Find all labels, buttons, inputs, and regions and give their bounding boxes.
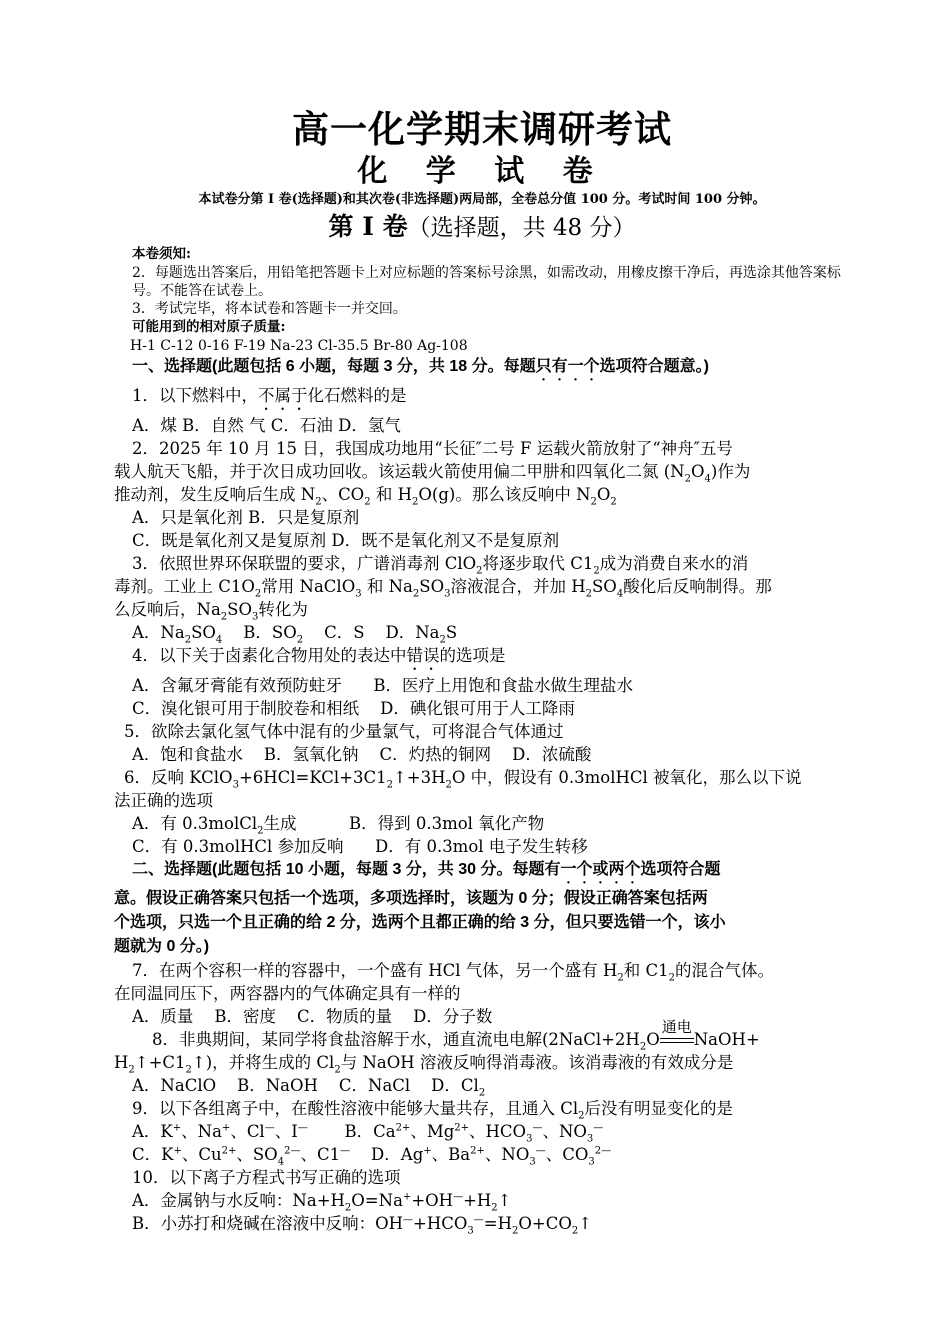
question-3-line-1: 3．依照世界环保联盟的要求，广谱消毒剂 ClO$_2$将逐步取代 $C1_2$成为消费自来水的消 xyxy=(132,554,749,577)
q3-l3a: 么反响后，Na xyxy=(114,600,221,619)
q10-opt-b-text: B．小苏打和烧碱在溶液中反响：OH xyxy=(132,1214,404,1233)
section-2-text-c: 选项符合题 xyxy=(640,861,721,878)
question-10: 10．以下离子方程式书写正确的选项 xyxy=(132,1168,401,1187)
q6-options-ab: A．有 0.3molCl$_2$生成 B．得到 0.3mol 氧化产物 xyxy=(132,814,545,837)
q3-opt-d2: S xyxy=(445,623,458,642)
q4-text-c: 的选项是 xyxy=(439,646,506,665)
section-2-heading-line-1 xyxy=(114,858,850,887)
question-8-line-1: 8．非典期间，某同学将食盐溶解于水，通直流电电解($2NaCl+2H_2O$ 通电 NaOH+ xyxy=(152,1018,760,1053)
question-3-line-3: 么反响后，$Na_2SO_3$转化为 xyxy=(114,600,308,623)
section-1-text-c: 选项符合题意。) xyxy=(599,358,709,375)
exam-page xyxy=(114,104,850,1235)
q1-text-c: 化石燃料的是 xyxy=(307,386,407,405)
section-1-heading xyxy=(114,355,850,384)
q7-l1c: 的混合气体。 xyxy=(675,961,775,980)
q8-l2d: 与 NaOH 溶液反响得消毒液。该消毒液的有效成分是 xyxy=(340,1053,734,1072)
q3-options: A．$Na_2SO_4$ B．$SO_2$ C．S D．$Na_2S$ xyxy=(132,623,458,646)
part-title-bold: 第 I 卷 xyxy=(328,212,408,241)
q10-option-a: A．金属钠与水反响：$Na+H_2O=Na^++OH^—+H_2↑$ xyxy=(132,1191,512,1214)
q3-l2a: 毒剂。工业上 C1O xyxy=(114,577,255,596)
q3-l2c: 和 Na xyxy=(366,577,413,596)
page-title: 高一化学期末调研考试 xyxy=(292,107,672,151)
q1-text-a: 1．以下燃料中， xyxy=(132,386,258,405)
q6-opt-a: A．有 0.3molCl xyxy=(132,814,258,833)
q8-l1c: NaOH+ xyxy=(693,1030,760,1049)
q8-l1a: 8．非典期间，某同学将食盐溶解于水，通直流电电解(2NaCl+2H xyxy=(152,1030,640,1049)
q4-emphasis: 错误 xyxy=(406,646,440,665)
question-8-line-2: $H_2↑+C1_2↑$)，并将生成的 $Cl_2$与 NaOH 溶液反响得消毒液。该消毒液的有效成分是 xyxy=(114,1053,734,1076)
section-2-heading-line-2: 意。假设正确答案只包括一个选项，多项选择时，该题为 0 分；假设正确答案包括两 xyxy=(114,890,708,907)
q1-options: A．煤 B．自然 气 C．石油 D．氢气 xyxy=(132,416,401,435)
section-1-emphasis: 只有一个 xyxy=(535,358,600,375)
question-6-line-2: 法正确的选项 xyxy=(114,791,213,810)
q6-l1c: ↑+3H xyxy=(392,768,446,787)
q4-options-cd: C．溴化银可用于制胶卷和相纸 D．碘化银可用于人工降雨 xyxy=(132,699,575,718)
q3-l3c: 转化为 xyxy=(258,600,308,619)
page-subtitle: 化 学 试 卷 xyxy=(357,154,607,189)
section-2-heading-line-3: 个选项，只选一个且正确的给 2 分，选两个且都正确的给 3 分，但只要选错一个，该小 xyxy=(114,914,726,931)
electrolysis-label: 通电 xyxy=(661,1018,692,1036)
section-1-text-a: 一、选择题(此题包括 6 小题，每题 3 分，共 18 分。每题 xyxy=(132,358,536,375)
q3-opt-cd: C．S D．Na xyxy=(303,623,440,642)
q8-l2b: ↑+C1 xyxy=(134,1053,186,1072)
q8-l2c: ↑)，并将生成的 Cl xyxy=(191,1053,335,1072)
q2-l3d: O(g)。那么该反响中 N xyxy=(418,485,591,504)
notice-item-2: 2．每题选出答案后，用铅笔把答题卡上对应标题的答案标号涂黑，如需改动，用橡皮擦干净后，再选涂其他答案标号。不能答在试卷上。 xyxy=(132,265,841,299)
q7-options: A．质量 B．密度 C．物质的量 D．分子数 xyxy=(132,1007,493,1026)
q3-l2e: 溶液混合，并加 H xyxy=(450,577,586,596)
q2-options-ab: A．只是氧化剂 B．只是复原剂 xyxy=(132,508,360,527)
q4-text-a: 4．以下关于卤素化合物用处的表达中 xyxy=(132,646,407,665)
q6-l1d: O 中，假设有 0.3molHCl 被氧化，那么以下说 xyxy=(451,768,802,787)
q3-l1b: 将逐步取代 C1 xyxy=(482,554,594,573)
atomic-title: 可能用到的相对原子质量: xyxy=(132,319,286,335)
q2-l3a: 推动剂，发生反响后生成 N xyxy=(114,485,316,504)
q6-l1a: 6．反响 KClO xyxy=(124,768,233,787)
q3-l3b: SO xyxy=(227,600,252,619)
question-4 xyxy=(114,644,850,674)
question-7-line-1: 7．在两个容积一样的容器中，一个盛有 HCl 气体，另一个盛有 $H_2$和 $C1_2$的混合气体。 xyxy=(132,961,775,984)
q4-options-ab: A．含氟牙膏能有效预防蛀牙 B．医疗上用饱和食盐水做生理盐水 xyxy=(132,676,634,695)
q2-l3c: 和 H xyxy=(370,485,412,504)
q2-options-cd: C．既是氧化剂又是复原剂 D．既不是氧化剂又不是复原剂 xyxy=(132,531,560,550)
q2-l2a: 载人航天飞船，并于次日成功回收。该运载火箭使用偏二甲肼和四氧化二氮 (N xyxy=(114,462,685,481)
q3-l2f: SO xyxy=(592,577,617,596)
q9-l1a: 9．以下各组离子中，在酸性溶液中能够大量共存，且通入 Cl xyxy=(132,1099,579,1118)
q3-opt-a: A．Na xyxy=(132,623,185,642)
question-9: 9．以下各组离子中，在酸性溶液中能够大量共存，且通入 $Cl_2$后没有明显变化的是 xyxy=(132,1099,734,1122)
q3-l2g: 酸化后反响制得。那 xyxy=(623,577,772,596)
q10-opt-a-text: A．金属钠与水反响：Na+H xyxy=(132,1191,345,1210)
electrolysis-arrow xyxy=(660,1018,694,1049)
section-2-text-a: 二、选择题(此题包括 10 小题，每题 3 分，共 30 分。每题有 xyxy=(132,861,561,878)
q3-opt-a2: SO xyxy=(191,623,216,642)
part-title-rest: （选择题，共 48 分） xyxy=(407,215,636,241)
q6-l1b: +6HCl=KCl+3C1 xyxy=(238,768,387,787)
q3-l1c: 成为消费自来水的消 xyxy=(599,554,749,573)
notice-item-3: 3．考试完毕，将本试卷和答题卡一并交回。 xyxy=(132,301,407,317)
question-6-line-1: 6．反响 $KClO_3+6HCl=KCl+3C1_2↑+3H_2O$ 中，假设有 0.3molHCl 被氧化，那么以下说 xyxy=(124,768,802,791)
q8-options-text: A．NaClO B．NaOH C．NaCl D．Cl xyxy=(132,1076,479,1095)
q2-l3b: 、CO xyxy=(321,485,365,504)
q7-l1a: 7．在两个容积一样的容器中，一个盛有 HCl 气体，另一个盛有 H xyxy=(132,961,618,980)
q8-l1b: O xyxy=(646,1030,660,1049)
q3-opt-b: B．SO xyxy=(222,623,297,642)
exam-intro: 本试卷分第 I 卷(选择题)和其次卷(非选择题)两局部，全卷总分值 100 分。考试时间 100 分钟。 xyxy=(198,192,766,207)
q3-l2d: SO xyxy=(419,577,445,596)
q3-l2b: 常用 NaClO xyxy=(261,577,356,596)
q9-options-cd: C．K+、$Cu^{2+}$、$SO_4^{2—}$、C1— D．Ag+、$Ba^{2+}$、$NO_3^—$、$CO_3^{2—}$ xyxy=(132,1145,612,1168)
q6-options-cd: C．有 0.3molHCl 参加反响 D．有 0.3mol 电子发生转移 xyxy=(132,837,588,856)
q8-l2a: H xyxy=(114,1053,129,1072)
question-2-line-3: 推动剂，发生反响后生成 $N_2$、$CO_2$ 和 $H_2O(g)$。那么该反响中 $N_2O_2$ xyxy=(114,485,617,508)
question-2-line-2: 载人航天飞船，并于次日成功回收。该运载火箭使用偏二甲肼和四氧化二氮 $(N_2O_4)$作为 xyxy=(114,462,751,485)
q5-options: A．饱和食盐水 B．氢氧化钠 C．灼热的铜网 D．浓硫酸 xyxy=(132,745,592,764)
section-2-emphasis: 一个或两个 xyxy=(560,861,641,878)
question-5: 5．欲除去氯化氢气体中混有的少量氯气，可将混合气体通过 xyxy=(124,722,564,741)
section-2-heading-line-4: 题就为 0 分。) xyxy=(114,938,210,955)
q7-l1b: 和 C1 xyxy=(623,961,669,980)
q2-l2c: )作为 xyxy=(710,462,751,481)
q2-l2b: O xyxy=(691,462,705,481)
q1-emphasis: 不属于 xyxy=(258,386,308,405)
q9-l1b: 后没有明显变化的是 xyxy=(584,1099,734,1118)
q9-options-ab: A．K+、Na+、Cl—、I— B．$Ca^{2+}$、$Mg^{2+}$、$HCO_3^—$、$NO_3^—$ xyxy=(132,1122,604,1145)
notice-title: 本卷须知: xyxy=(132,246,191,262)
question-2-line-1: 2．2025 年 10 月 15 日，我国成功地用“长征″二号 F 运载火箭放射了“神舟″五号 xyxy=(132,439,733,458)
q8-options: A．NaClO B．NaOH C．NaCl D．$Cl_2$ xyxy=(132,1076,486,1099)
q6-opt-b: 生成 B．得到 0.3mol 氧化产物 xyxy=(263,814,545,833)
q2-l3e: O xyxy=(596,485,611,504)
q10-option-b: B．小苏打和烧碱在溶液中反响：$OH^—+HCO_3^—=H_2O+CO_2↑$ xyxy=(132,1214,593,1237)
part-title xyxy=(114,210,850,245)
question-7-line-2: 在同温同压下，两容器内的气体确定具有一样的 xyxy=(114,984,461,1003)
q3-l1a: 3．依照世界环保联盟的要求，广谱消毒剂 ClO xyxy=(132,554,477,573)
atomic-masses: H-1 C-12 0-16 F-19 Na-23 Cl-35.5 Br-80 Ag-108 xyxy=(130,338,468,354)
question-3-line-2: 毒剂。工业上 $C1O_2$常用 NaClO$_3$ 和 $Na_2SO_3$溶液混合，并加 $H_2SO_4$酸化后反响制得。那 xyxy=(114,577,772,600)
question-1 xyxy=(114,384,850,414)
